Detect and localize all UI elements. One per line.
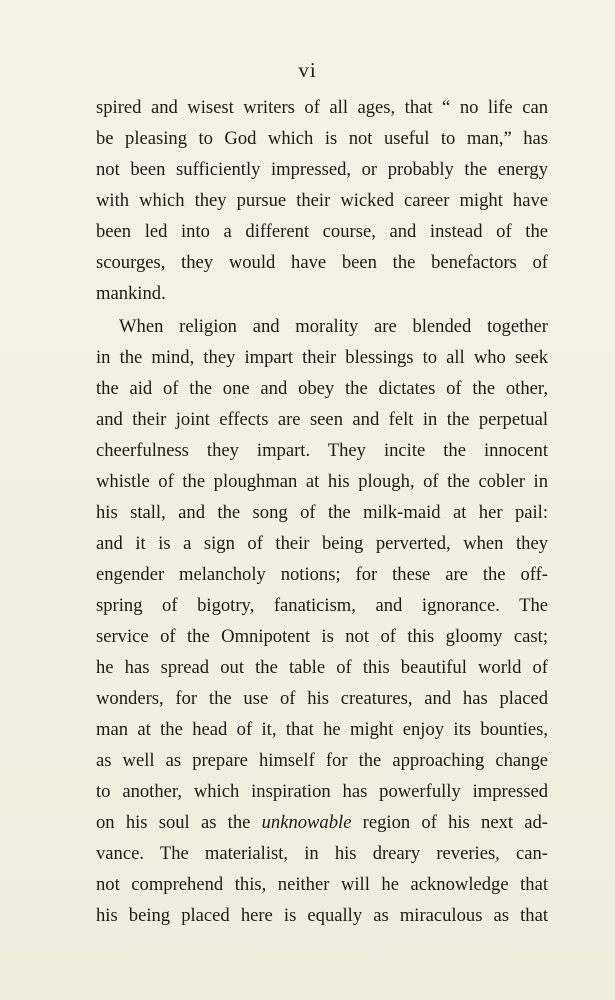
page-number: vi [298, 58, 317, 82]
text-line: his being placed here is equally as miraculous as that [96, 905, 548, 926]
text-line: to another, which inspiration has powerfully impressed [96, 781, 548, 802]
text-line: been led into a different course, and instead of the [96, 221, 548, 242]
text-line: cheerfulness they impart. They incite the innocent [96, 440, 548, 461]
text-line: as well as prepare himself for the approaching change [96, 750, 548, 771]
text-line: spired and wisest writers of all ages, that “ no life can [96, 97, 548, 118]
text-line: scourges, they would have been the benefactors of [96, 252, 548, 273]
text-line: and their joint effects are seen and felt in the perpetual [96, 409, 548, 430]
text-line: not been sufficiently impressed, or probably the energy [96, 159, 548, 180]
text-line: When religion and morality are blended together [119, 316, 548, 337]
paragraph [96, 92, 548, 309]
text-line: mankind. [96, 283, 166, 304]
text-line: spring of bigotry, fanaticism, and ignorance. The [96, 595, 548, 616]
text-line: he has spread out the table of this beautiful world of [96, 657, 548, 678]
text-line: vance. The materialist, in his dreary reveries, can- [96, 843, 548, 864]
paragraph [96, 311, 548, 931]
text-line: wonders, for the use of his creatures, and has placed [96, 688, 548, 709]
text-line: the aid of the one and obey the dictates of the other, [96, 378, 548, 399]
text-line: with which they pursue their wicked career might have [96, 190, 548, 211]
text-line: be pleasing to God which is not useful to man,” has [96, 128, 548, 149]
body-text [96, 92, 548, 931]
text-line: on his soul as the unknowable region of his next ad- [96, 812, 548, 833]
text-line: man at the head of it, that he might enjoy its bounties, [96, 719, 548, 740]
text-line: his stall, and the song of the milk-maid at her pail: [96, 502, 548, 523]
text-line: engender melancholy notions; for these are the off- [96, 564, 548, 585]
text-line: service of the Omnipotent is not of this gloomy cast; [96, 626, 548, 647]
text-line: and it is a sign of their being perverted, when they [96, 533, 548, 554]
text-line: not comprehend this, neither will he acknowledge that [96, 874, 548, 895]
text-line: in the mind, they impart their blessings to all who seek [96, 347, 548, 368]
text-line: whistle of the ploughman at his plough, of the cobler in [96, 471, 548, 492]
